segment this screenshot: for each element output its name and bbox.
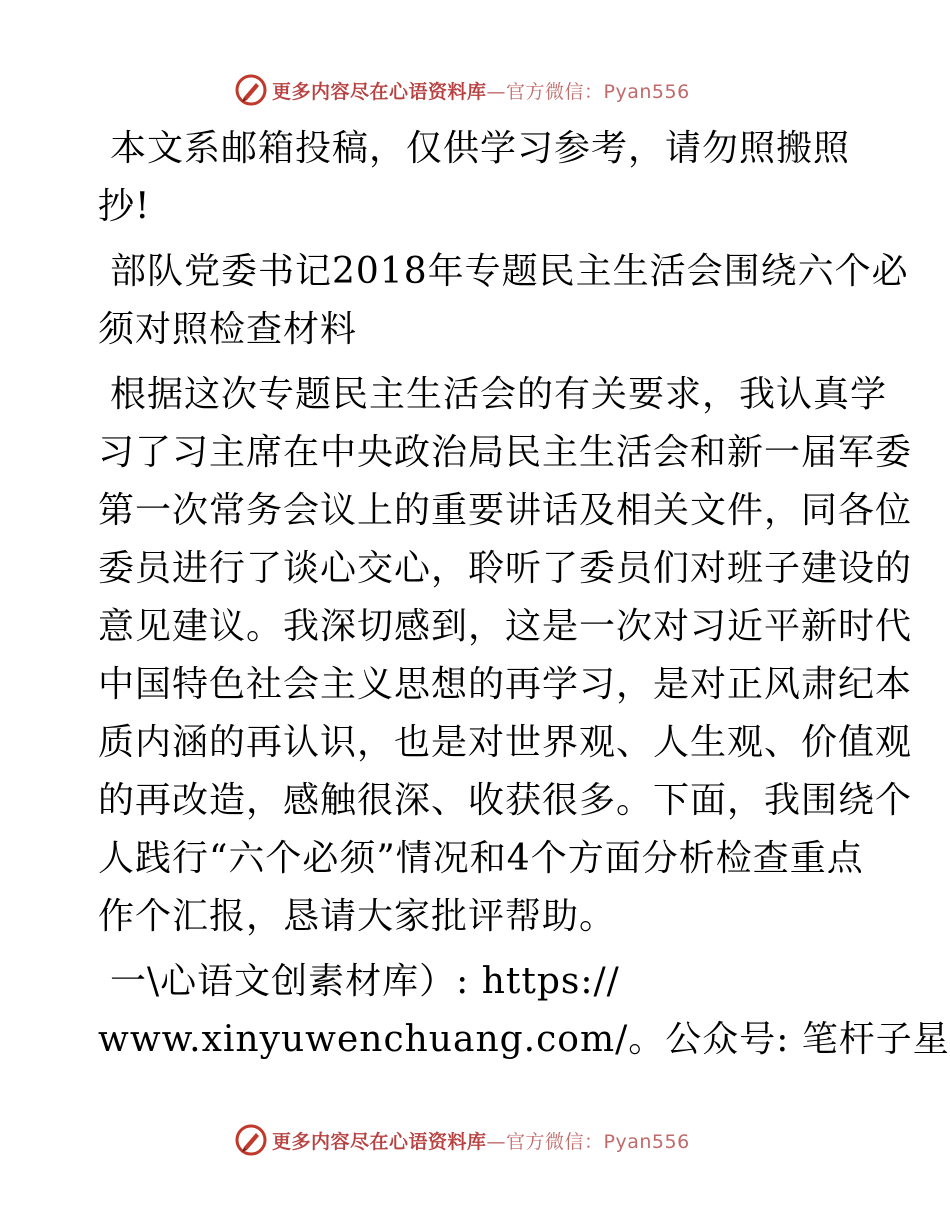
body-line: 作个汇报，恳请大家批评帮助。 xyxy=(98,896,617,937)
body-line: 人践行“六个必须”情况和4个方面分析检查重点 xyxy=(98,838,864,879)
body-line: 委员进行了谈心交心，聆听了委员们对班子建设的 xyxy=(98,548,913,589)
pen-circle-logo-icon xyxy=(234,1123,268,1157)
body-line: 习了习主席在中央政治局民主生活会和新一届军委 xyxy=(98,432,913,473)
pen-circle-logo-icon xyxy=(234,73,268,107)
source-line: 一\心语文创素材库）: https:// xyxy=(110,961,620,1002)
title-line: 须对照检查材料 xyxy=(98,309,358,350)
notice-paragraph xyxy=(98,120,858,236)
notice-line: 抄! xyxy=(98,186,151,227)
body-line: 中国特色社会主义思想的再学习，是对正风肃纪本 xyxy=(98,664,913,705)
source-link[interactable]: www.xinyuwenchuang.com/。公众号: 笔杆子星 xyxy=(98,1019,950,1060)
title-line: 部队党委书记2018年专题民主生活会围绕六个必 xyxy=(110,251,909,292)
document-title xyxy=(98,243,909,359)
body-paragraph xyxy=(98,366,913,946)
body-line: 意见建议。我深切感到，这是一次对习近平新时代 xyxy=(98,606,913,647)
body-line: 的再改造，感触很深、收获很多。下面，我围绕个 xyxy=(98,780,913,821)
body-line: 质内涵的再认识，也是对世界观、人生观、价值观 xyxy=(98,722,913,763)
notice-line: 本文系邮箱投稿，仅供学习参考，请勿照搬照 xyxy=(110,128,851,169)
footer-watermark xyxy=(234,1122,754,1158)
document-body xyxy=(98,120,950,1076)
body-line: 第一次常务会议上的重要讲话及相关文件，同各位 xyxy=(98,490,913,531)
watermark-text: 更多内容尽在心语资料库—官方微信：Pyan556 xyxy=(272,80,690,103)
header-watermark xyxy=(234,72,754,108)
source-note xyxy=(98,953,950,1069)
watermark-text: 更多内容尽在心语资料库—官方微信：Pyan556 xyxy=(272,1130,690,1153)
body-line: 根据这次专题民主生活会的有关要求，我认真学 xyxy=(110,374,888,415)
